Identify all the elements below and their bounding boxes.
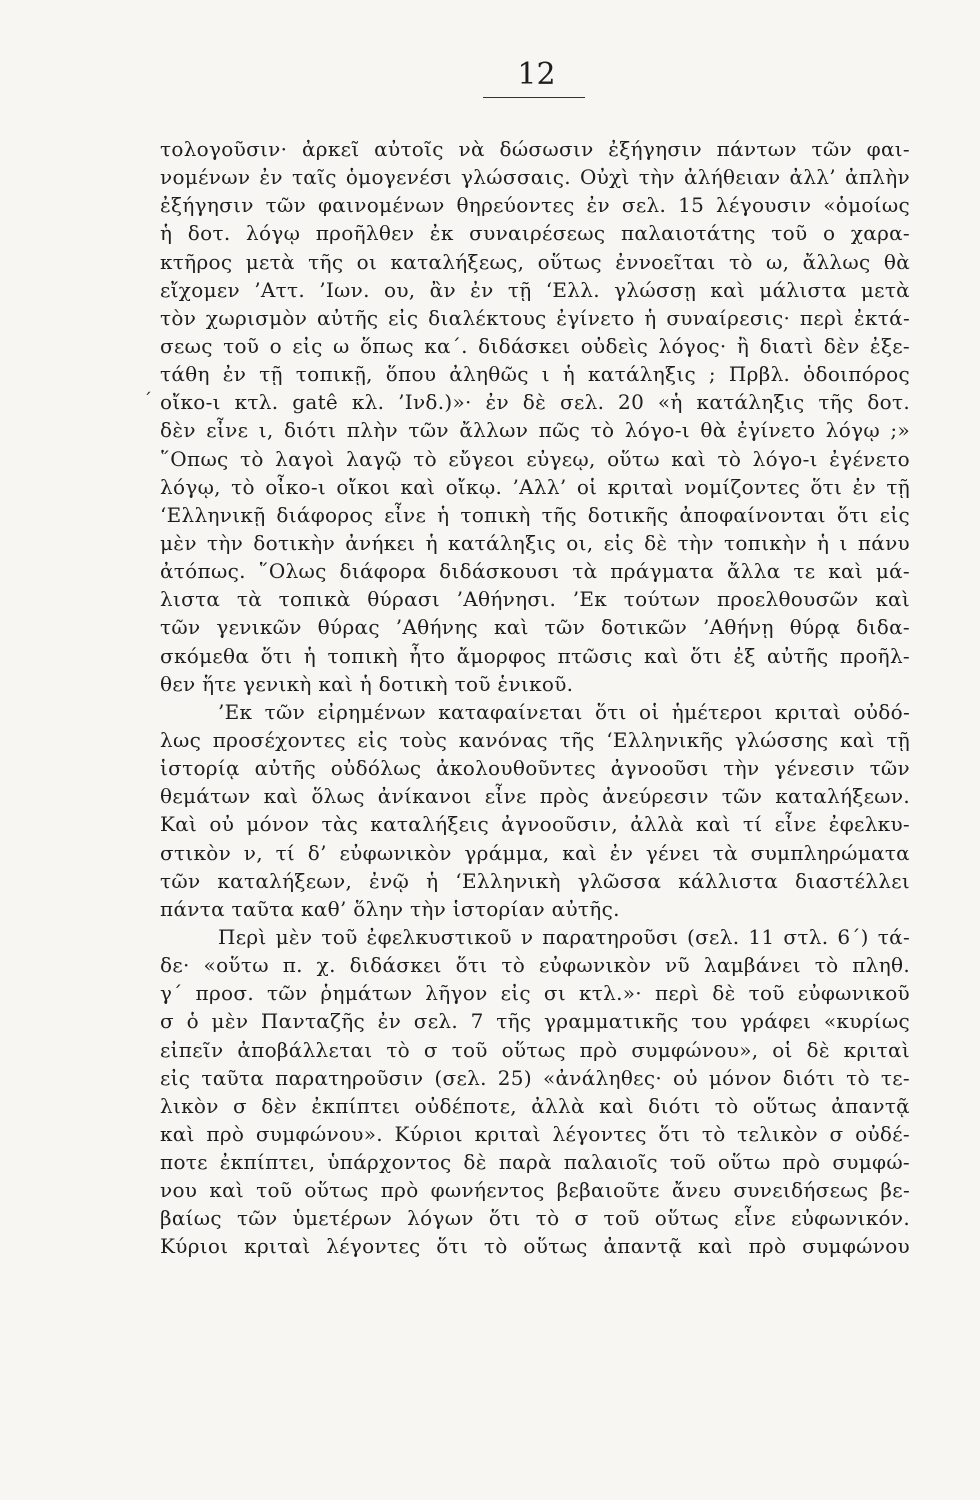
text-line: εἰς ταῦτα παρατηροῦσιν (σελ. 25) «ἀνάληθες· οὐ μόνον διότι τὸ τε- [160,1065,910,1090]
text-line: νου καὶ τοῦ οὕτως πρὸ φωνήεντος βεβαιοῦτε ἄνευ συνειδήσεως βε- [160,1178,910,1203]
text-line: τάθη ἐν τῇ τοπικῇ, ὅπου ἀληθῶς ι ἡ κατάληξις ; Πρβλ. ὁδοιπόρος [160,362,910,387]
text-line: ῞Οπως τὸ λαγοὶ λαγῷ τὸ εὔγεοι εὐγεῳ, οὕτω καὶ τὸ λόγο-ι ἐγένετο [160,446,910,471]
text-line: ‘Ελληνικῇ διάφορος εἶνε ἡ τοπικὴ τῆς δοτικῆς ἀποφαίνονται ὅτι εἰς [160,502,910,527]
page-number: 12 [517,57,556,92]
text-line: Καὶ οὐ μόνον τὰς καταλήξεις ἀγνοοῦσιν, ἀλλὰ καὶ τί εἶνε ἐφελκυ- [160,812,910,837]
text-line: λόγῳ, τὸ οἶκο-ι οἴκοι καὶ οἴκῳ. ’Αλλ’ οἱ κριταὶ νομίζοντες ὅτι ἐν τῇ [160,474,910,499]
text-line: ἱστορίᾳ αὐτῆς οὐδόλως ἀκολουθοῦντες ἀγνοοῦσι τὴν γένεσιν τῶν [160,756,910,781]
margin-mark: ´ [143,390,152,411]
text-line: ἡ δοτ. λόγῳ προῆλθεν ἐκ συναιρέσεως παλαιοτάτης τοῦ ο χαρα- [160,221,910,246]
text-line: πάντα ταῦτα καθ’ ὅλην τὴν ἱστορίαν αὐτῆς. [160,896,620,921]
text-line: τῶν καταλήξεων, ἐνῷ ἡ ‘Ελληνικὴ γλῶσσα κάλλιστα διαστέλλει [160,868,910,893]
text-line: κτῆρος μετὰ τῆς οι καταλήξεως, οὕτως ἐννοεῖται τὸ ω, ἄλλως θὰ [160,249,910,274]
text-line: λως προσέχοντες εἰς τοὺς κανόνας τῆς ‘Ελληνικῆς γλώσσης καὶ τῇ [160,727,910,752]
text-line: Περὶ μὲν τοῦ ἐφελκυστικοῦ ν παρατηροῦσι (σελ. 11 στλ. 6΄) τά- [218,924,910,949]
text-line: οἴκο-ι κτλ. gatê κλ. ’Ινδ.)»· ἐν δὲ σελ. 20 «ἡ κατάληξις τῆς δοτ. [160,390,910,415]
text-line: εἴχομεν ’Αττ. ’Ιων. ου, ἂν ἐν τῇ ‘Ελλ. γλώσσῃ καὶ μάλιστα μετὰ [160,277,910,302]
text-line: σκόμεθα ὅτι ἡ τοπικὴ ἦτο ἄμορφος πτῶσις καὶ ὅτι ἐξ αὐτῆς προῆλ- [160,643,910,668]
text-line: τῶν γενικῶν θύρας ’Αθήνης καὶ τῶν δοτικῶν ’Αθήνῃ θύρᾳ διδα- [160,615,910,640]
text-line: λιστα τὰ τοπικὰ θύρασι ’Αθήνησι. ’Εκ τούτων προελθουσῶν καὶ [160,587,910,612]
text-line: δε· «οὕτω π. χ. διδάσκει ὅτι τὸ εὐφωνικὸν νῦ λαμβάνει τὸ πληθ. [160,953,910,978]
body-text [160,135,910,1261]
text-line: σεως τοῦ ο εἰς ω ὅπως κα΄. διδάσκει οὐδεὶς λόγος· ἢ διατὶ δὲν ἐξε- [160,333,910,358]
text-line: δὲν εἶνε ι, διότι πλὴν τῶν ἄλλων πῶς τὸ λόγο-ι θὰ ἐγίνετο λόγῳ ;» [160,418,910,443]
text-line: καὶ πρὸ συμφώνου». Κύριοι κριταὶ λέγοντες ὅτι τὸ τελικὸν σ οὐδέ- [160,1121,910,1146]
text-line: στικὸν ν, τί δ’ εὐφωνικὸν γράμμα, καὶ ἐν γένει τὰ συμπληρώματα [160,840,910,865]
text-line: τολογοῦσιν· ἀρκεῖ αὐτοῖς νὰ δώσωσιν ἐξήγησιν πάντων τῶν φαι- [160,137,910,161]
text-line: ’Εκ τῶν εἰρημένων καταφαίνεται ὅτι οἱ ἡμέτεροι κριταὶ οὐδό- [218,699,910,724]
text-line: Κύριοι κριταὶ λέγοντες ὅτι τὸ οὕτως ἀπαντᾷ καὶ πρὸ συμφώνου [160,1234,910,1259]
text-line: ποτε ἐκπίπτει, ὑπάρχοντος δὲ παρὰ παλαιοῖς τοῦ οὕτω πρὸ συμφώ- [160,1150,910,1175]
text-line: ἀτόπως. ῞Ολως διάφορα διδάσκουσι τὰ πράγματα ἄλλα τε καὶ μά- [160,559,910,584]
text-line: τὸν χωρισμὸν αὐτῆς εἰς διαλέκτους ἐγίνετο ἡ συναίρεσις· περὶ ἐκτά- [160,305,910,330]
text-line: εἰπεῖν ἀποβάλλεται τὸ σ τοῦ οὕτως πρὸ συμφώνου», οἱ δὲ κριταὶ [160,1037,910,1062]
text-line: σ ὁ μὲν Πανταζῆς ἐν σελ. 7 τῆς γραμματικῆς του γράφει «κυρίως [160,1009,910,1034]
text-line: βαίως τῶν ὑμετέρων λόγων ὅτι τὸ σ τοῦ οὕτως εἶνε εὐφωνικόν. [160,1206,910,1231]
text-line: λικὸν σ δὲν ἐκπίπτει οὐδέποτε, ἀλλὰ καὶ διότι τὸ οὕτως ἀπαντᾷ [160,1093,910,1118]
text-line: μὲν τὴν δοτικὴν ἀνήκει ἡ κατάληξις οι, εἰς δὲ τὴν τοπικὴν ἡ ι πάνυ [160,530,910,555]
page-number-rule [483,97,585,98]
text-line: ἐξήγησιν τῶν φαινομένων θηρεύοντες ἐν σελ. 15 λέγουσιν «ὁμοίως [160,193,910,218]
text-line: θεν ἥτε γενικὴ καὶ ἡ δοτικὴ τοῦ ἑνικοῦ. [160,671,574,696]
text-line: θεμάτων καὶ ὅλως ἀνίκανοι εἶνε πρὸς ἀνεύρεσιν τῶν καταλήξεων. [160,784,910,809]
text-line: νομένων ἐν ταῖς ὁμογενέσι γλώσσαις. Οὐχὶ τὴν ἀλήθειαν ἀλλ’ ἀπλὴν [160,165,910,190]
text-line: γ΄ προσ. τῶν ῥημάτων λῆγον εἰς σι κτλ.»· περὶ δὲ τοῦ εὐφωνικοῦ [160,981,910,1006]
